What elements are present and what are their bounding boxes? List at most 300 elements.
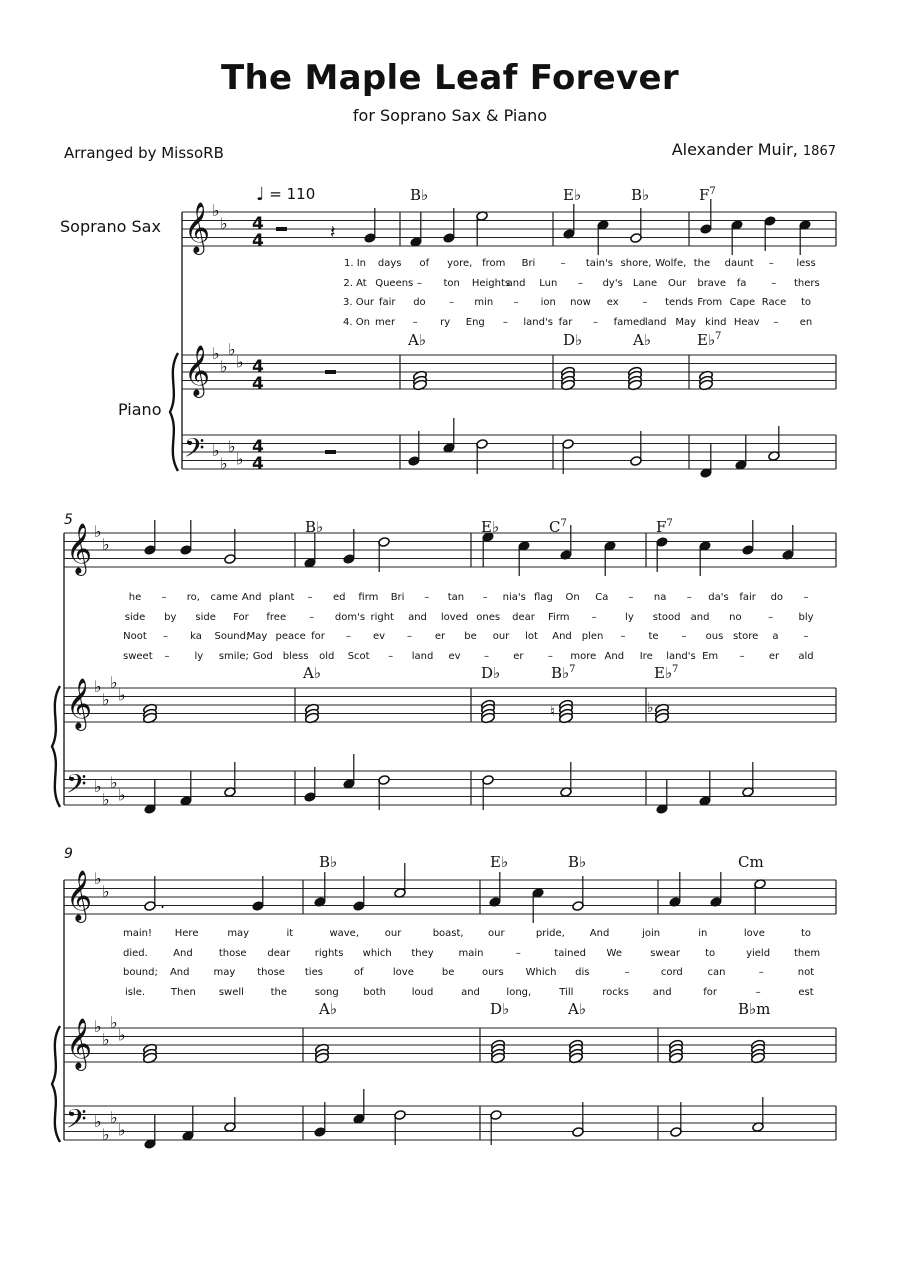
note bbox=[563, 204, 575, 239]
lyric-syllable: Heights bbox=[471, 277, 511, 289]
lyric-syllable: love bbox=[743, 928, 765, 939]
lyric-syllable: brave bbox=[697, 277, 727, 289]
lyric-syllable: main bbox=[458, 947, 484, 959]
piano-treble-staff bbox=[64, 685, 836, 722]
note bbox=[489, 872, 501, 907]
lyric-syllable: er bbox=[513, 650, 524, 662]
lyric-syllable: they bbox=[411, 947, 434, 959]
note bbox=[710, 872, 722, 907]
lyric-syllable: lot bbox=[525, 631, 538, 642]
flat-sign-icon: ♭ bbox=[228, 436, 236, 456]
lyric-syllable: famed bbox=[613, 316, 646, 328]
lyric-syllable: Heav bbox=[733, 316, 760, 328]
lyric-syllable: ev bbox=[372, 631, 386, 642]
flat-sign-icon: ♭ bbox=[110, 672, 118, 692]
note bbox=[482, 532, 494, 567]
lyric-syllable: Then bbox=[170, 986, 196, 998]
lyric-syllable: – bbox=[412, 316, 418, 328]
time-signature-numerator: 4 bbox=[252, 437, 264, 457]
lyric-syllable: free bbox=[266, 611, 287, 623]
lyric-syllable: Wolfe, bbox=[655, 258, 687, 269]
chord-symbol-piano: A♭ bbox=[568, 1000, 586, 1018]
lyric-syllable: – bbox=[482, 592, 488, 603]
lyric-syllable: smile; bbox=[218, 650, 249, 662]
flat-sign-icon: ♭ bbox=[647, 700, 654, 716]
lyric-syllable: – bbox=[416, 277, 422, 289]
flat-sign-icon: ♭ bbox=[102, 1124, 110, 1144]
lyric-syllable: pride, bbox=[535, 928, 565, 939]
note bbox=[364, 208, 376, 243]
lyric-syllable: land bbox=[644, 316, 667, 328]
lyric-syllable: loud bbox=[411, 986, 434, 998]
lyric-syllable: Our bbox=[667, 277, 687, 289]
whole-rest-icon bbox=[325, 370, 336, 374]
flat-sign-icon: ♭ bbox=[110, 772, 118, 792]
note bbox=[630, 208, 642, 243]
lyric-syllable: and bbox=[652, 986, 672, 998]
lyric-syllable: sweet bbox=[123, 650, 153, 662]
note bbox=[699, 771, 711, 806]
note bbox=[353, 876, 365, 911]
chord-symbol-sax: B♭ bbox=[568, 853, 587, 871]
subtitle: for Soprano Sax & Piano bbox=[352, 106, 548, 125]
piano-treble-staff bbox=[182, 352, 836, 389]
lyric-syllable: 2. At bbox=[343, 277, 367, 289]
note bbox=[476, 211, 488, 246]
flat-sign-icon: ♭ bbox=[94, 677, 102, 696]
lyric-syllable: dy's bbox=[602, 277, 623, 289]
note bbox=[669, 872, 681, 907]
lyric-syllable: ones bbox=[476, 611, 501, 623]
lyric-syllable: our bbox=[488, 928, 505, 939]
lyric-syllable: them bbox=[794, 947, 821, 959]
lyric-syllable: store bbox=[733, 631, 759, 642]
lyric-syllable: bless bbox=[282, 650, 309, 662]
chord-symbol-sax: B♭ bbox=[305, 518, 324, 536]
lyric-syllable: – bbox=[346, 631, 351, 642]
treble-clef-icon: 𝄞 bbox=[66, 1018, 93, 1069]
dot: . bbox=[160, 893, 166, 912]
lyric-syllable: May bbox=[246, 631, 268, 642]
note bbox=[443, 418, 455, 453]
flat-sign-icon: ♭ bbox=[220, 453, 228, 473]
note bbox=[443, 208, 455, 243]
lyric-syllable: not bbox=[797, 967, 815, 978]
lyric-syllable: – bbox=[307, 592, 313, 603]
instrument-label-piano: Piano bbox=[118, 400, 162, 419]
piano-brace bbox=[52, 1026, 60, 1142]
note bbox=[304, 767, 316, 802]
chord-symbol-sax: $F^7$ bbox=[656, 518, 673, 536]
flat-sign-icon: ♭ bbox=[110, 1012, 118, 1032]
lyric-syllable: – bbox=[620, 631, 626, 642]
chord-symbol-piano: D♭ bbox=[481, 664, 501, 682]
lyric-syllable: Lane bbox=[632, 277, 658, 289]
lyric-syllable: right bbox=[370, 611, 394, 623]
lyric-syllable: days bbox=[377, 258, 402, 269]
lyric-syllable: for bbox=[311, 631, 325, 642]
note bbox=[630, 431, 642, 466]
lyric-syllable: ka bbox=[190, 631, 202, 642]
lyric-syllable: song bbox=[314, 986, 339, 998]
lyric-syllable: ry bbox=[440, 316, 451, 328]
note bbox=[572, 1102, 584, 1137]
lyric-syllable: Eng bbox=[465, 316, 485, 328]
lyric-syllable: for bbox=[703, 986, 718, 998]
note bbox=[353, 1089, 365, 1124]
lyric-syllable: and bbox=[506, 277, 526, 289]
measure-number: 5 bbox=[64, 512, 73, 528]
lyric-syllable: fair bbox=[739, 592, 756, 603]
lyric-syllable: er bbox=[768, 650, 780, 662]
lyric-syllable: Bri bbox=[390, 592, 405, 603]
lyric-syllable: and bbox=[408, 611, 427, 623]
chord-symbol-piano: B♭$^7$ bbox=[551, 664, 576, 682]
lyric-syllable: – bbox=[560, 258, 566, 269]
lyric-syllable: – bbox=[771, 277, 777, 289]
flat-sign-icon: ♭ bbox=[110, 1107, 118, 1127]
note bbox=[180, 771, 192, 806]
lyric-syllable: tends bbox=[665, 297, 694, 308]
lyric-syllable: er bbox=[434, 631, 446, 642]
lyric-syllable: love bbox=[392, 967, 414, 978]
lyric-syllable: he bbox=[128, 592, 142, 603]
lyric-syllable: – bbox=[449, 297, 455, 308]
bass-clef-icon: 𝄢 bbox=[184, 432, 205, 470]
whole-rest-icon bbox=[325, 450, 336, 454]
lyric-syllable: – bbox=[164, 650, 170, 662]
lyric-syllable: may bbox=[227, 928, 250, 939]
lyric-syllable: the bbox=[270, 986, 287, 998]
lyric-syllable: to bbox=[800, 297, 812, 308]
note bbox=[144, 876, 156, 911]
lyric-syllable: both bbox=[363, 986, 386, 998]
measure-number: 9 bbox=[64, 846, 73, 862]
lyric-syllable: – bbox=[388, 650, 394, 662]
lyric-syllable: Noot bbox=[123, 631, 147, 642]
lyric-syllable: – bbox=[502, 316, 508, 328]
chord-symbol-piano: A♭ bbox=[633, 331, 651, 349]
lyric-syllable: – bbox=[163, 631, 168, 642]
note bbox=[252, 876, 264, 911]
lyric-syllable: dear bbox=[512, 611, 535, 623]
note bbox=[742, 520, 754, 555]
lyric-syllable: to bbox=[800, 928, 812, 939]
note bbox=[144, 520, 156, 555]
lyric-syllable: be bbox=[441, 967, 455, 978]
lyric-syllable: a bbox=[772, 631, 779, 642]
lyric-syllable: the bbox=[693, 258, 711, 269]
lyric-syllable: plen bbox=[581, 631, 604, 642]
lyric-syllable: tain's bbox=[585, 258, 613, 269]
lyric-syllable: ed bbox=[332, 592, 346, 603]
lyric-syllable: Ca bbox=[595, 592, 609, 603]
chord-symbol-sax: E♭ bbox=[490, 853, 509, 871]
chord-symbol-piano: A♭ bbox=[303, 664, 321, 682]
lyric-syllable: of bbox=[353, 967, 364, 978]
note bbox=[754, 879, 766, 914]
lyric-syllable: and bbox=[690, 611, 710, 623]
lyric-syllable: swear bbox=[650, 947, 680, 959]
chord-symbol-sax: E♭ bbox=[481, 518, 500, 536]
flat-sign-icon: ♭ bbox=[220, 213, 228, 233]
lyric-syllable: ro, bbox=[186, 592, 200, 603]
lyric-syllable: – bbox=[513, 297, 519, 308]
lyric-syllable: – bbox=[768, 611, 774, 623]
lyric-syllable: ous bbox=[705, 631, 724, 642]
lyric-syllable: isle. bbox=[124, 986, 146, 998]
lyric-syllable: tained bbox=[554, 947, 587, 959]
chord-symbol-sax: B♭ bbox=[410, 186, 429, 204]
bass-clef-icon: 𝄢 bbox=[66, 1103, 87, 1141]
natural-sign-icon: ♮ bbox=[550, 704, 556, 720]
flat-sign-icon: ♭ bbox=[118, 1025, 126, 1045]
lyric-syllable: may bbox=[213, 967, 236, 978]
lyric-syllable: – bbox=[755, 986, 761, 998]
lyric-syllable: min bbox=[474, 297, 494, 308]
lyric-syllable: mer bbox=[375, 316, 396, 328]
chord-symbol-piano: D♭ bbox=[563, 331, 583, 349]
note bbox=[782, 525, 794, 560]
lyric-syllable: long, bbox=[506, 986, 532, 998]
lyric-syllable: dom's bbox=[334, 611, 366, 623]
piano-bass-staff bbox=[64, 1106, 836, 1140]
lyric-syllable: ald bbox=[798, 650, 814, 662]
lyric-syllable: Cape bbox=[729, 297, 756, 308]
instrument-label-sax: Soprano Sax bbox=[60, 217, 161, 236]
lyric-syllable: On bbox=[565, 592, 580, 603]
lyric-syllable: en bbox=[799, 316, 813, 328]
lyric-syllable: And bbox=[589, 928, 610, 939]
note bbox=[314, 872, 326, 907]
lyric-syllable: – bbox=[161, 592, 167, 603]
lyric-syllable: side bbox=[124, 611, 146, 623]
sax-staff bbox=[64, 533, 836, 567]
composer-name: Alexander Muir, bbox=[671, 140, 798, 159]
lyric-syllable: – bbox=[628, 592, 634, 603]
lyric-syllable: rocks bbox=[602, 986, 629, 998]
note bbox=[304, 533, 316, 568]
lyric-syllable: which bbox=[362, 947, 392, 959]
lyric-syllable: ex bbox=[606, 297, 619, 308]
lyric-syllable: Scot bbox=[347, 650, 370, 662]
lyric-syllable: – bbox=[407, 631, 412, 642]
chord-symbol-sax: E♭ bbox=[563, 186, 582, 204]
lyric-syllable: old bbox=[319, 650, 335, 662]
flat-sign-icon: ♭ bbox=[220, 356, 228, 376]
chord-symbol-sax: B♭ bbox=[631, 186, 650, 204]
time-signature-denominator: 4 bbox=[252, 231, 264, 251]
lyric-syllable: bly bbox=[798, 611, 814, 623]
note bbox=[410, 212, 422, 247]
lyric-syllable: land's bbox=[523, 316, 553, 328]
half-rest-icon bbox=[276, 227, 287, 231]
lyric-syllable: loved bbox=[440, 611, 469, 623]
lyric-syllable: For bbox=[233, 611, 249, 623]
chord-symbol-sax: B♭ bbox=[319, 853, 338, 871]
lyric-syllable: ties bbox=[304, 967, 323, 978]
chord-symbol-piano: E♭$^7$ bbox=[654, 664, 679, 682]
lyric-syllable: less bbox=[796, 258, 816, 269]
flat-sign-icon: ♭ bbox=[102, 689, 110, 709]
flat-sign-icon: ♭ bbox=[94, 522, 102, 541]
lyric-syllable: – bbox=[768, 258, 774, 269]
chord-symbol-piano: D♭ bbox=[490, 1000, 510, 1018]
piano-brace bbox=[52, 686, 60, 807]
lyric-syllable: 4. On bbox=[343, 316, 370, 328]
lyric-syllable: Sound; bbox=[214, 631, 250, 642]
lyric-syllable: can bbox=[707, 967, 726, 978]
lyric-syllable: by bbox=[164, 611, 177, 623]
chord-symbol-sax: Cm bbox=[738, 853, 764, 871]
note bbox=[314, 1102, 326, 1137]
lyric-syllable: ion bbox=[540, 297, 556, 308]
flat-sign-icon: ♭ bbox=[118, 685, 126, 705]
treble-clef-icon: 𝄞 bbox=[184, 202, 211, 253]
lyric-syllable: And bbox=[173, 947, 193, 959]
lyric-syllable: ours bbox=[481, 967, 504, 978]
bass-clef-icon: 𝄢 bbox=[66, 768, 87, 806]
lyric-syllable: flag bbox=[534, 592, 553, 603]
lyric-syllable: dis bbox=[575, 967, 590, 978]
lyric-syllable: rights bbox=[314, 947, 344, 959]
lyric-syllable: And bbox=[169, 967, 190, 978]
chord-symbol-sax: $C^7$ bbox=[549, 518, 567, 536]
flat-sign-icon: ♭ bbox=[102, 881, 110, 901]
flat-sign-icon: ♭ bbox=[94, 777, 102, 796]
lyric-syllable: Em bbox=[702, 650, 719, 662]
time-signature-numerator: 4 bbox=[252, 357, 264, 377]
lyric-syllable: 3. Our bbox=[343, 297, 375, 308]
note bbox=[700, 199, 712, 234]
lyric-syllable: Ire bbox=[639, 650, 653, 662]
lyric-syllable: died. bbox=[123, 947, 148, 959]
time-signature-numerator: 4 bbox=[252, 214, 264, 234]
lyric-syllable: land bbox=[411, 650, 434, 662]
arranger-credit: Arranged by MissoRB bbox=[64, 144, 224, 162]
treble-clef-icon: 𝄞 bbox=[66, 523, 93, 574]
flat-sign-icon: ♭ bbox=[102, 789, 110, 809]
note bbox=[408, 431, 420, 466]
lyric-syllable: those bbox=[257, 967, 285, 978]
treble-clef-icon: 𝄞 bbox=[66, 870, 93, 921]
lyric-syllable: ev bbox=[448, 650, 461, 662]
lyric-syllable: firm bbox=[358, 592, 379, 603]
lyric-syllable: – bbox=[758, 967, 764, 978]
lyric-syllable: it bbox=[286, 928, 294, 939]
lyric-syllable: do bbox=[413, 297, 426, 308]
lyric-syllable: 1. In bbox=[343, 258, 366, 269]
flat-sign-icon: ♭ bbox=[118, 785, 126, 805]
lyric-syllable: – bbox=[547, 650, 553, 662]
lyric-syllable: – bbox=[424, 592, 430, 603]
lyric-syllable: join bbox=[642, 928, 661, 939]
lyric-syllable: Till bbox=[559, 986, 574, 998]
lyric-syllable: stood bbox=[652, 611, 681, 623]
chord-symbol-piano: A♭ bbox=[408, 331, 426, 349]
lyric-syllable: plant bbox=[268, 592, 295, 603]
lyric-syllable: From bbox=[697, 297, 723, 308]
lyric-syllable: in bbox=[698, 928, 708, 939]
lyric-syllable: bound; bbox=[123, 967, 158, 978]
chord-symbol-piano: E♭$^7$ bbox=[697, 331, 722, 349]
lyric-syllable: more bbox=[570, 650, 597, 662]
lyric-syllable: – bbox=[773, 316, 779, 328]
lyric-syllable: – bbox=[803, 631, 809, 642]
lyric-syllable: And bbox=[241, 592, 262, 603]
lyric-syllable: swell bbox=[218, 986, 244, 998]
lyric-syllable: And bbox=[552, 631, 572, 642]
note bbox=[735, 435, 747, 470]
flat-sign-icon: ♭ bbox=[94, 1112, 102, 1131]
lyric-syllable: far bbox=[558, 316, 573, 328]
lyric-syllable: main! bbox=[123, 928, 152, 939]
lyric-syllable: from bbox=[482, 258, 506, 269]
lyric-syllable: Race bbox=[761, 297, 787, 308]
flat-sign-icon: ♭ bbox=[228, 339, 236, 359]
lyric-syllable: peace bbox=[275, 631, 306, 642]
lyric-syllable: – bbox=[681, 631, 687, 642]
note bbox=[670, 1102, 682, 1137]
page-title: The Maple Leaf Forever bbox=[221, 58, 679, 98]
flat-sign-icon: ♭ bbox=[118, 1120, 126, 1140]
lyric-syllable: land's bbox=[666, 650, 696, 662]
lyric-syllable: – bbox=[515, 947, 521, 959]
flat-sign-icon: ♭ bbox=[94, 1017, 102, 1036]
lyric-syllable: Lun bbox=[539, 277, 558, 289]
chord-symbol-sax: $F^7$ bbox=[699, 186, 716, 204]
treble-clef-icon: 𝄞 bbox=[66, 678, 93, 729]
note bbox=[572, 876, 584, 911]
lyric-syllable: ton bbox=[443, 277, 460, 289]
piano-bass-staff bbox=[64, 771, 836, 805]
lyric-syllable: We bbox=[606, 947, 623, 959]
lyric-syllable: Which bbox=[525, 967, 557, 978]
note bbox=[343, 754, 355, 789]
chord-symbol-piano: A♭ bbox=[319, 1000, 337, 1018]
lyric-syllable: those bbox=[218, 947, 247, 959]
lyric-syllable: God bbox=[252, 650, 273, 662]
lyric-syllable: est bbox=[798, 986, 814, 998]
lyric-syllable: – bbox=[642, 297, 648, 308]
lyric-syllable: fa bbox=[736, 277, 747, 289]
flat-sign-icon: ♭ bbox=[236, 449, 244, 469]
lyric-syllable: – bbox=[624, 967, 630, 978]
lyric-syllable: May bbox=[675, 316, 697, 328]
lyric-syllable: yore, bbox=[447, 258, 473, 269]
tempo-value: = 110 bbox=[269, 185, 316, 203]
lyric-syllable: te bbox=[648, 631, 659, 642]
lyric-syllable: cord bbox=[660, 967, 683, 978]
flat-sign-icon: ♭ bbox=[102, 1029, 110, 1049]
time-signature-denominator: 4 bbox=[252, 454, 264, 474]
lyric-syllable: ly bbox=[625, 611, 634, 623]
lyric-syllable: shore, bbox=[620, 258, 652, 269]
lyric-syllable: – bbox=[309, 611, 315, 623]
lyric-syllable: Firm bbox=[548, 611, 570, 623]
lyric-syllable: now bbox=[570, 297, 591, 308]
lyric-syllable: ly bbox=[194, 650, 204, 662]
lyric-syllable: fair bbox=[378, 297, 396, 308]
note bbox=[343, 529, 355, 564]
lyric-syllable: – bbox=[591, 611, 597, 623]
lyric-syllable: thers bbox=[794, 277, 820, 289]
lyric-syllable: – bbox=[593, 316, 599, 328]
lyric-syllable: do bbox=[770, 592, 784, 603]
note bbox=[224, 529, 236, 564]
lyric-syllable: be bbox=[464, 631, 477, 642]
lyric-syllable: no bbox=[729, 611, 742, 623]
